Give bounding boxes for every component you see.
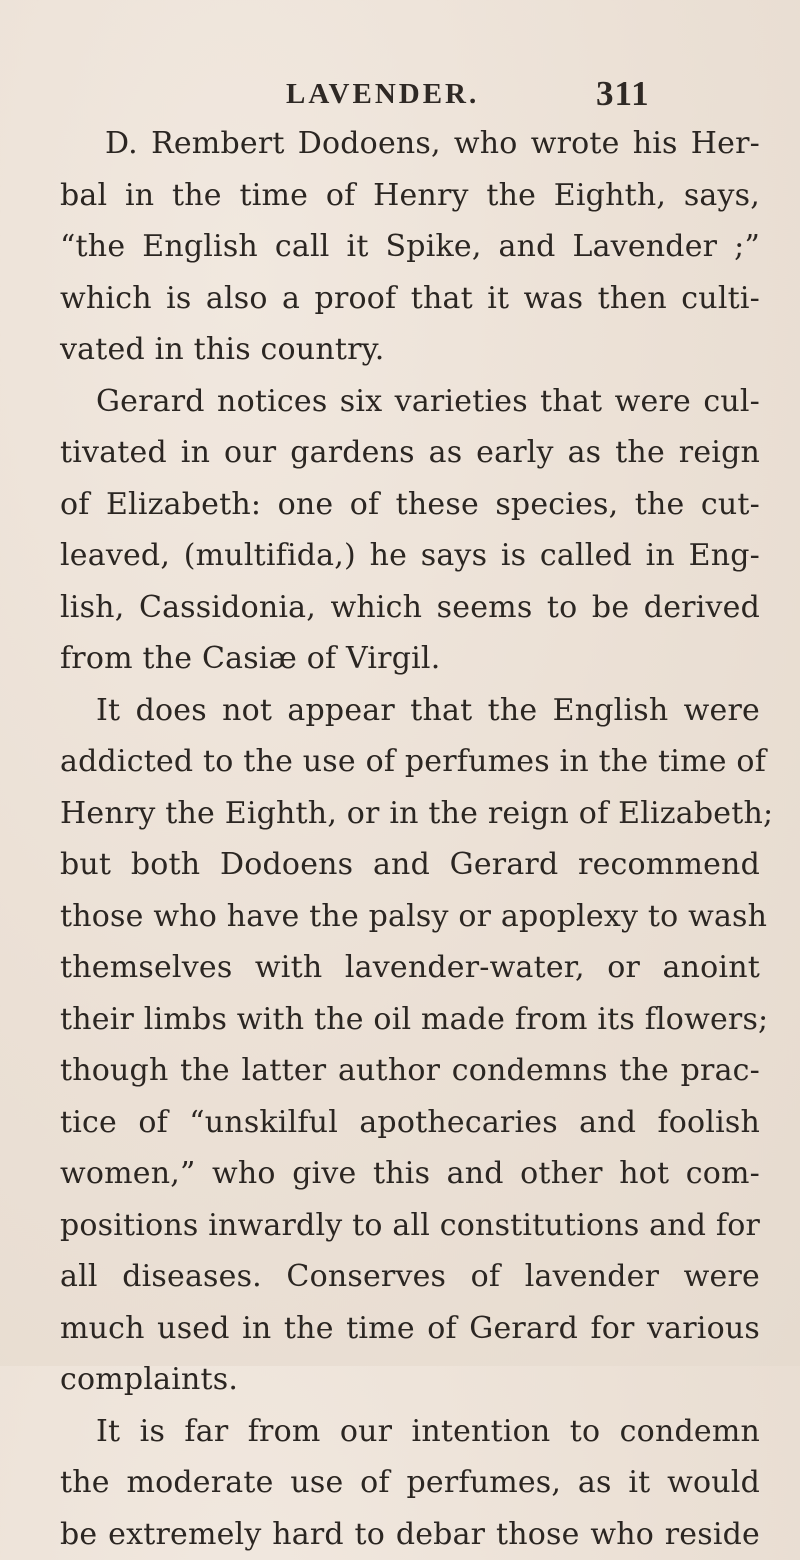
- page-header: [0, 74, 800, 114]
- text-line: women,” who give this and other hot com-: [60, 1148, 760, 1200]
- text-line: but both Dodoens and Gerard recommend: [60, 839, 760, 891]
- text-line: tice of “unskilful apothecaries and foolish: [60, 1097, 760, 1149]
- text-line: themselves with lavender-water, or anoint: [60, 942, 760, 994]
- text-line: D. Rembert Dodoens, who wrote his Her-: [60, 118, 760, 170]
- text-line: It is far from our intention to condemn: [60, 1406, 760, 1458]
- text-line: “the English call it Spike, and Lavender ;”: [60, 221, 760, 273]
- text-line: be extremely hard to debar those who reside: [60, 1509, 760, 1560]
- page-number: 311: [596, 74, 650, 114]
- text-line: all diseases. Conserves of lavender were: [60, 1251, 760, 1303]
- text-line: Henry the Eighth, or in the reign of Elizabeth;: [60, 788, 760, 840]
- text-line: much used in the time of Gerard for various: [60, 1303, 760, 1355]
- text-line: from the Casiæ of Virgil.: [60, 633, 760, 685]
- text-line: It does not appear that the English were: [60, 685, 760, 737]
- text-line: positions inwardly to all constitutions and for: [60, 1200, 760, 1252]
- text-line: complaints.: [60, 1354, 760, 1406]
- text-line: lish, Cassidonia, which seems to be derived: [60, 582, 760, 634]
- text-line: though the latter author condemns the prac-: [60, 1045, 760, 1097]
- text-line: those who have the palsy or apoplexy to wash: [60, 891, 760, 943]
- text-line: tivated in our gardens as early as the reign: [60, 427, 760, 479]
- running-title: LAVENDER.: [286, 78, 479, 111]
- text-line: bal in the time of Henry the Eighth, says,: [60, 170, 760, 222]
- text-line: their limbs with the oil made from its flowers;: [60, 994, 760, 1046]
- text-line: vated in this country.: [60, 324, 760, 376]
- text-line: leaved, (multifida,) he says is called in Eng-: [60, 530, 760, 582]
- text-line: addicted to the use of perfumes in the time of: [60, 736, 760, 788]
- text-line: which is also a proof that it was then culti-: [60, 273, 760, 325]
- text-line: of Elizabeth: one of these species, the cut-: [60, 479, 760, 531]
- text-line: Gerard notices six varieties that were cul-: [60, 376, 760, 428]
- body-text: [60, 118, 760, 1560]
- text-line: the moderate use of perfumes, as it would: [60, 1457, 760, 1509]
